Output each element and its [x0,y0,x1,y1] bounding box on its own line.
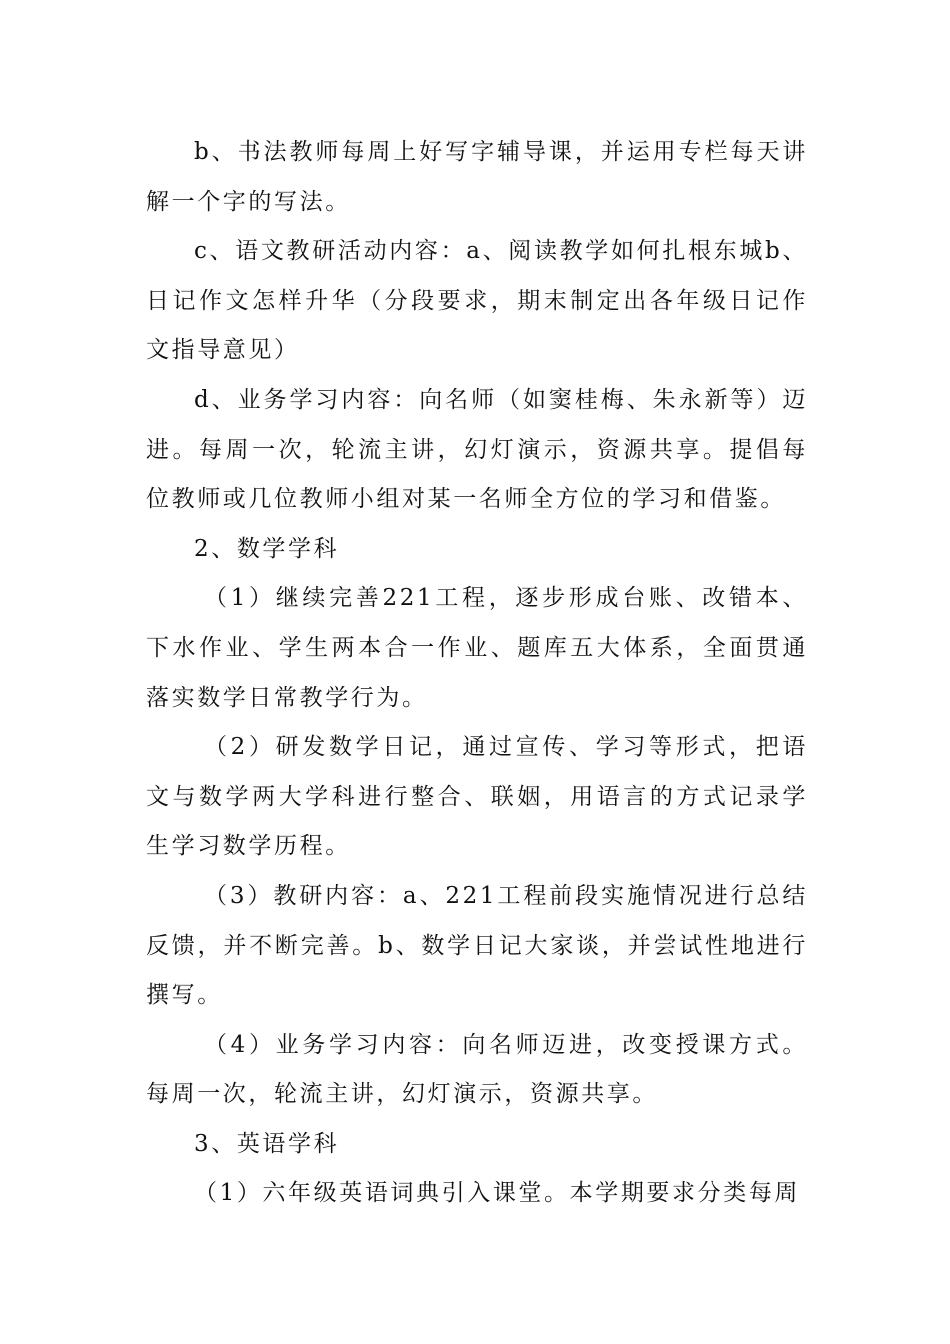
paragraph-math-item-3: （3）教研内容：a、221工程前段实施情况进行总结反馈，并不断完善。b、数学日记大家谈，并尝试性地进行撰写。 [146,882,808,1009]
document-body [146,128,808,1219]
paragraph-english-item-1: （1）六年级英语词典引入课堂。本学期要求分类每周 [194,1180,801,1207]
paragraph-math-item-4: （4）业务学习内容：向名师迈进，改变授课方式。每周一次，轮流主讲，幻灯演示，资源共享。 [146,1031,808,1108]
paragraph-math-item-1: （1）继续完善221工程，逐步形成台账、改错本、下水作业、学生两本合一作业、题库五大体系，全面贯通落实数学日常教学行为。 [146,585,808,711]
heading-math-subject: 2、数学学科 [194,535,340,562]
paragraph-math-item-2: （2）研发数学日记，通过宣传、学习等形式，把语文与数学两大学科进行整合、联姻，用语言的方式记录学生学习数学历程。 [146,734,808,860]
paragraph-calligraphy-teaching: b、书法教师每周上好写字辅导课，并运用专栏每天讲解一个字的写法。 [146,139,808,215]
paragraph-chinese-study-content: d、业务学习内容：向名师（如窦桂梅、朱永新等）迈进。每周一次，轮流主讲，幻灯演示，资源共享。提倡每位教师或几位教师小组对某一名师全方位的学习和借鉴。 [146,386,808,513]
heading-english-subject: 3、英语学科 [194,1130,340,1157]
paragraph-chinese-research-content: c、语文教研活动内容：a、阅读教学如何扎根东城b、日记作文怎样升华（分段要求，期末制定出各年级日记作文指导意见） [146,238,808,364]
